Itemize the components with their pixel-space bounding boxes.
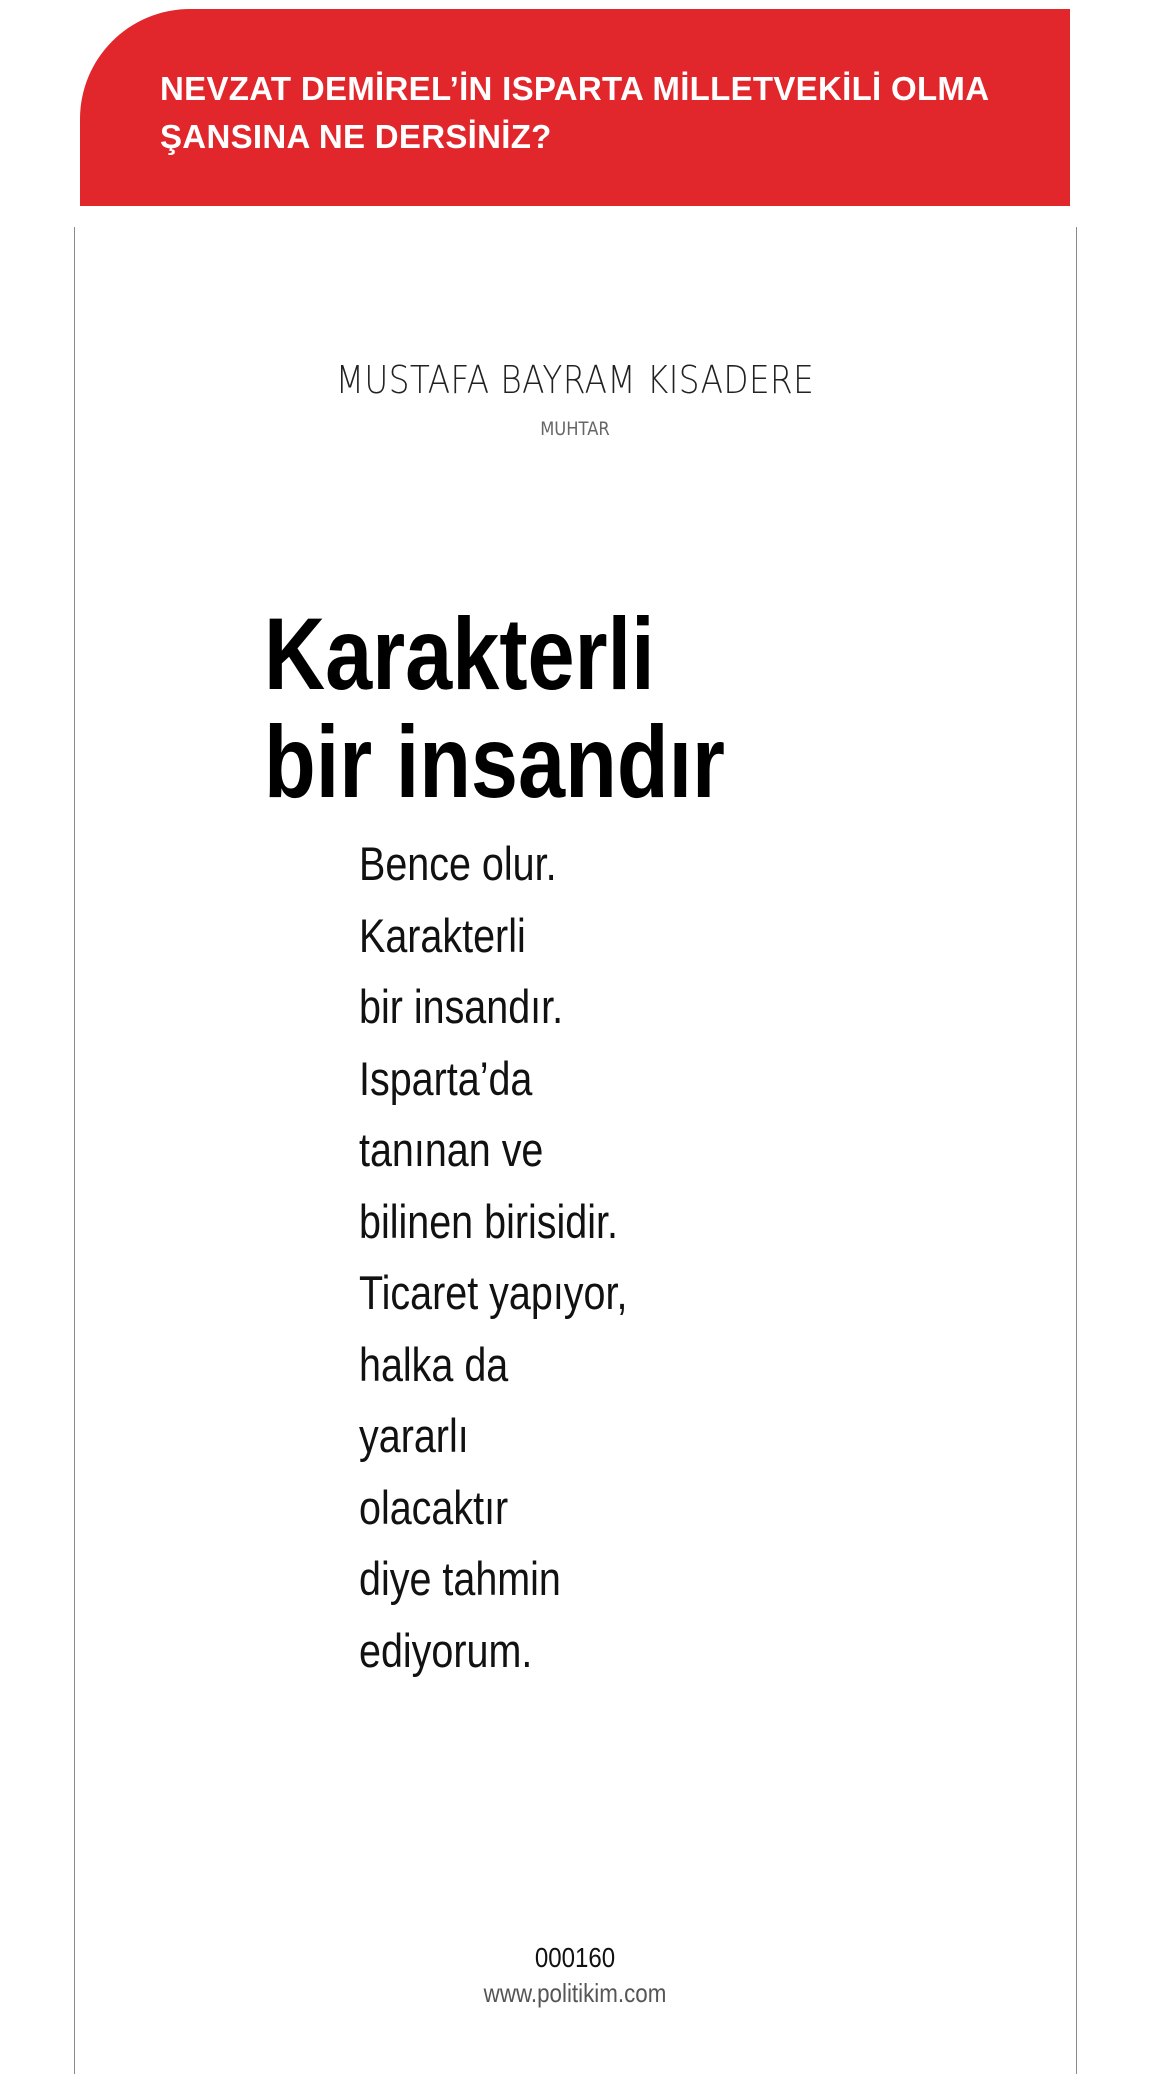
headline xyxy=(264,597,726,819)
headline-line-1: Karakterli xyxy=(264,597,655,711)
headline-line-2: bir insandır xyxy=(264,705,726,819)
question-title-line-2: ŞANSINA NE DERSİNİZ? xyxy=(160,118,552,155)
answer-line: diye tahmin xyxy=(359,1552,561,1605)
frame-left-border xyxy=(74,227,75,2074)
answer-line: Karakterli xyxy=(359,908,526,962)
answer-line: yararlı xyxy=(359,1409,469,1462)
answer-line: Isparta’da xyxy=(359,1051,533,1105)
answer-line: olacaktır xyxy=(359,1480,509,1534)
question-banner xyxy=(80,9,1070,206)
answer-line: halka da xyxy=(359,1337,509,1391)
person-name: MUSTAFA BAYRAM KISADERE xyxy=(335,358,815,402)
answer-line: bir insandır. xyxy=(359,980,564,1033)
answer-line: ediyorum. xyxy=(359,1623,533,1677)
person-role: MUHTAR xyxy=(540,418,610,440)
answer-line: tanınan ve xyxy=(359,1123,544,1176)
question-title xyxy=(160,65,1040,161)
reference-code: 000160 xyxy=(534,1942,616,1973)
answer-line: Ticaret yapıyor, xyxy=(359,1266,628,1319)
frame-right-border xyxy=(1076,227,1077,2074)
answer-line: Bence olur. xyxy=(359,837,557,890)
answer-line: bilinen birisidir. xyxy=(359,1194,618,1248)
answer-text xyxy=(359,828,627,1686)
question-title-line-1: NEVZAT DEMİREL’İN ISPARTA MİLLETVEKİLİ OLMA xyxy=(160,70,990,107)
website-url: www.politikim.com xyxy=(483,1978,667,2008)
